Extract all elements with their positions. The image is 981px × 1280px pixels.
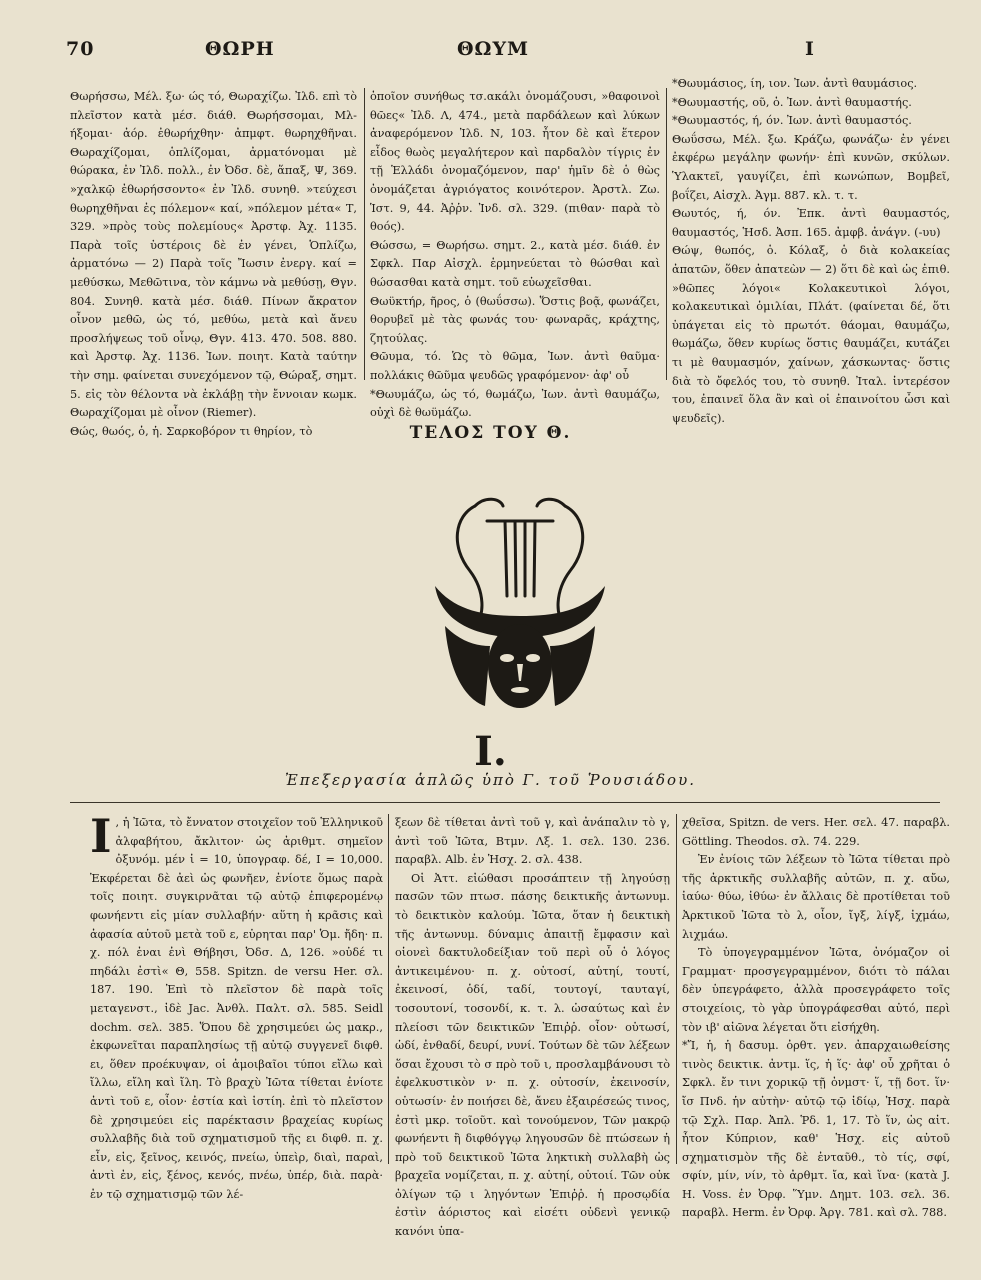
page-number: 70 [66,38,95,60]
end-of-letter-title: ΤΕΛΟΣ ΤΟΥ Θ. [409,423,572,443]
entry: Θωϋκτήρ, ῆρος, ὁ (θωΰσσω). Ὅστις βοᾷ, φωνάζει, θορυβεῖ μὲ τὰς φωνάς του· φωναρᾶς, κράχτης, ζητούλας. [370,294,660,345]
section-rule [70,802,940,803]
entry: Τὸ ὑπογεγραμμένον Ἰῶτα, ὀνόμαζον οἱ Γραμματ· προσγεγραμμένον, διότι τὸ πάλαι δὲν ὑπεγράφετο, ἀλλὰ προσεγράφετο τοῖς στοιχείοις, τὸ γὰρ ὑπογράφεσθαι αὐτό, περὶ τὸν ιβ' αἰῶνα λέγεται ὅτι εἰσήχθη. [682,946,950,1034]
entry: χθεῖσα, Spitzn. de vers. Her. σελ. 47. παραβλ. Göttling. Theodos. σλ. 74. 229. [682,816,950,848]
entry: *Θωυμάσιος, ίη, ιον. Ἰων. ἀντὶ θαυμάσιος. [672,77,918,90]
bottom-column-3 [682,814,950,1223]
section-letter: I. [474,728,507,775]
entry-text: , ἡ Ἰῶτα, τὸ ἔννατον στοιχεῖον τοῦ Ἑλληνικοῦ ἀλφαβήτου, ἄκλιτον· ὡς ἀριθμτ. σημεῖον ὀξυνόμ. μέν ἰ = 10, ὑπογραφ. δέ, I = 10,000. Ἐκφέρεται δὲ ἀεὶ ὡς φωνῆεν, ἐνίοτε ὅμως παρὰ τοῖς ποιητ. συγκιρνᾶται τῷ αὐτῷ ἐπιφερομένῳ φωνήεντι εἰς μίαν συλλαβήν· αὕτη ἡ κρᾶσις καὶ ἀφασία αὐτοῦ μετὰ τοῦ ε, εὑρηται παρ' Ὁμ. ἤδη· π. χ. πόλ ἐναι ἐνὶ Θήβησι, Ὀδσ. Δ, 126. »οὐδέ τι πηδάλι ἐστὶ« Θ, 558. Spitzn. de versu Her. σλ. 187. 190. Ἐπὶ τὸ πλεῖστον δὲ παρὰ τοῖς μεταγενστ., ἰδὲ Jac. Ἀνθλ. Παλτ. σλ. 585. Seidl dochm. σελ. 385. Ὅπου δὲ χρησιμεύει ὡς μακρ., ἐκφωνεῖται παραπλησίως τῇ αὐτῷ συγγενεῖ διφθ. ει, ὅθεν προέκυψαν, οἱ ἀμοιβαῖοι τύποι εἴλω καὶ ἴλλω, εἴλη καὶ ἴλη. Τὸ βραχὺ Ἰῶτα τίθεται ἐνίοτε ἀντὶ τοῦ ε, οἷον· ἐστία καὶ ἱστίη. ἐπὶ τὸ πλεῖστον δὲ χρησιμεύει εἰς παρέκτασιν βραχείας κυρίως συλλαβῆς διὰ τοῦ σχηματισμοῦ τῆς ει διφθ. π. χ. εἶν, εἰς, ξεῖνος, κεινός, πνείω, ὑπεὶρ, διαὶ, παραὶ, ἀντὶ ἐν, εἰς, ξένος, κενός, πνέω, ὑπέρ, διὰ. παρὰ· ἐν τῷ σχηματισμῷ τῶν λέ- [90,816,383,1201]
entry: Οἱ Ἀττ. εἰώθασι προσάπτειν τῇ ληγούσῃ πασῶν τῶν πτωσ. πάσης δεικτικῆς ἀντωνυμ. τὸ δεικτικὸν καλούμ. Ἰῶτα, ὅταν ἡ δεικτικὴ τῆς ἀντωνυμ. δύναμις ἀπαιτῇ ἔμφασιν καὶ οἱονεὶ δακτυλοδείξιαν τοῦ περὶ οὗ ὁ λόγος ἀντικειμένου· π. χ. οὑτοσί, αὑτηί, τουτί, ἐκεινοσί, ὁδί, ταδί, τουτογί, ταυταγί, τοσουτονί, τοσονδί, κ. τ. λ. ὡσαύτως καὶ ἐν πλείοσι τῶν δεικτικῶν Ἐπιῤῥ. οἷον· οὑτωσί, ὡδί, ἐνθαδί, δευρί, νυνί. Τούτων δὲ τῶν λέξεων ὅσαι ἔχουσι τὸ σ πρὸ τοῦ ι, προσλαμβάνουσι τὸ ἐφελκυστικὸν ν· π. χ. οὑτοσίν, ἐκεινοσίν, οὑτωσίν· ἐν ποιήσει δὲ, ἄνευ ἐξαιρέσεώς τινος, ἐστὶ μκρ. τοῖοῦτ. καὶ τονούμενον, Τῶν μακρῷ φωνήεντι ἢ διφθόγγῳ ληγουσῶν δὲ πτώσεων ἡ πρὸ τοῦ δεικτικοῦ Ἰῶτα ληκτικὴ συλλαβὴ ὡς βραχεῖα νομίζεται, π. χ. αὑτηί, οὑτοιί. Τῶν οὐκ ὀλίγων τῷ ι ληγόντων Ἐπιῤῥ. ἡ προσῳδία ἐστὶν ἀόριστος καὶ εἰσέτι οὐδενὶ γενικῷ κανόνι ὑπα- [395,871,670,1239]
entry: Θωρήσσω, Μέλ. ξω· ώς τό, Θωραχίζω. Ἰλδ. επὶ τὸ πλεῖστον κατὰ μέσ. διάθ. Θωρήσσομαι, Μλ-ήξομαι· ἀόρ. ἐθωρήχθην· ἀπμφτ. θωρηχθῆναι. Θωραχίζομαι, ὁπλίζομαι, ἀρματόνομαι μὲ θώρακα, ἐν Ἰλδ. πολλ., ἐν Ὀδσ. δὲ, ἅπαξ, Ψ, 369. »χαλκῷ ἐθωρήσσοντο« ἐν Ἰλδ. συνηθ. »τεύχεσι θωρηχθῆναι ἐς πόλεμον« καί, »πόλεμον μέτα« Τ, 329. »πρὸς τοὺς πολεμίους« Ἀρστφ. Ἀχ. 1135. Παρὰ τοῖς ὑστέροις δὲ ἐν γένει, Ὁπλίζω, ἀρματόνω — 2) Παρὰ τοῖς Ἴωσιν ἐνεργ. καί = μεθύσκω, Μεθῶτινα, τὸν κάμνω νὰ μεθύσῃ, Θγν. 804. Συνηθ. κατὰ μέσ. διάθ. Πίνων ἄκρατον οἶνον μεθῶ, ὡς τό, μεθύω, μετὰ καὶ ἄνευ προσλήψεως τοῦ οἶνῳ, Θγν. 413. 470. 508. 880. καὶ Ἀρστφ. Ἀχ. 1136. Ἰων. ποιητ. Κατὰ ταύτην τὴν σημ. φαίνεται συνεχόμενον τῷ, Θώραξ, σημτ. 5. εἰς τὸν θέλοντα νὰ ἐκλάβῃ τὴν ἔννοιαν κωμκ. Θωραχίζομαι μὲ οἶνον (Riemer). [70,90,357,420]
bottom-column-1 [90,809,383,1204]
entry: Θώψ, θωπός, ὁ. Κόλαξ, ὁ διὰ κολακείας ἀπατῶν, ὅθεν ἀπατεὼν — 2) ὅτι δὲ καὶ ὡς ἐπιθ. »θῶπες λόγοι« Κολακευτικοὶ λόγοι, κολακευτικαὶ ὁμιλίαι, Πλάτ. (φαίνεται δέ, ὅτι ὑπάγεται εἰς τὸ πρωτότ. θάομαι, θαυμάζω, θωμάζω, ὅθεν κυρίως ὅστις θαυμάζει, κυτάζει τι μὲ θαυμασμόν, χαίνων, χάσκωντας· ὅστις διὰ τὸ ὄφελός του, τὸ συνηθ. Ἰταλ. ἰντερέσον του, ἐπαινεῖ ὅλα ἂν καὶ οἱ ἐπαινοίτου ὦσι καὶ ψευδεῖς). [672,244,950,425]
entry: *Θωυμάζω, ὡς τό, θωμάζω, Ἰων. ἀντὶ θαυμάζω, οὐχὶ δὲ θωϋμάζω. [370,387,660,420]
entry: ὁποῖον συνήθως τσ.ακάλι ὀνομάζουσι, »θαφοινοὶ θῶες« Ἰλδ. Λ, 474., μετὰ παρδάλεων καὶ λύκων ἀναφερόμενον Ἰλδ. Ν, 103. ἦτον δὲ καὶ ἕτερον εἶδος θωὸς μεγαλήτερον καὶ παρδαλὸν τίγρις ἐν τῇ Ἑλλάδι ὀνομαζόμενον, παρ' ἡμῖν δὲ ὁ θὼς ὀνομάζεται ἀγριόγατος κοινότερον. Ἀρστλ. Ζω. Ἱστ. 9, 44. Ἀῤῥν. Ἰνδ. σλ. 329. (πιθαν· παρὰ τὸ θοός). [370,90,660,234]
top-column-1 [70,88,357,441]
column-divider [364,88,365,380]
drop-cap: I [90,809,112,863]
entry: Θῶυμα, τό. Ὡς τὸ θῶμα, Ἰων. ἀντὶ θαῦμα· πολλάκις θῶῦμα ψευδῶς γραφόμενον· ἀφ' οὗ [370,350,660,382]
section-subtitle: Ἐπεξεργασία ἁπλῶς ὑπὸ Γ. τοῦ Ῥουσιάδου. [285,771,696,789]
entry: Θώς, θωός, ὁ, ἡ. Σαρκοβόρον τι θηρίον, τὸ [70,424,313,438]
entry: Θώσσω, = Θωρήσω. σημτ. 2., κατὰ μέσ. διάθ. ἐν Σφκλ. Παρ Αἰσχλ. ἑρμηνεύεται τὸ θώσθαι καὶ θώσασθαι κατὰ σημτ. τοῦ εὐωχεῖσθαι. [370,238,660,289]
column-divider [666,88,667,380]
entry: *Ἴ, ἡ, ἡ δασυμ. ὀρθτ. γεν. ἀπαρχαιωθείσης τινὸς δεικτικ. ἀντμ. ἵς, ἡ ἵς· ἀφ' οὗ χρῆται ὁ Σφκλ. ἔν τινι χορικῷ τῇ ὀνμστ· ἵ, τῇ δοτ. ἵν· ἴσ Πνδ. ἡν αὐτὴν· αὐτῷ τῷ ἰδίῳ, Ἡσχ. παρὰ τῷ Σχλ. Παρ. Ἀπλ. Ῥδ. 1, 17. Τὸ ἵν, ὡς αἰτ. ἦτον Κύπριον, καθ' Ἡσχ. εἰς αὐτοῦ σχηματισμὸν τῆς δὲ ἐνταῦθ., τὸ τίς, σφί, σφίν, μίν, νίν, τὸ ἀρθμτ. ἴα, καὶ ἵνα· (κατὰ J. H. Voss. ἐν Ὀρφ. Ὕμν. Δημτ. 103. σελ. 36. παραβλ. Herm. ἐν Ὀρφ. Ἀργ. 781. καὶ σλ. 788. [682,1039,950,1220]
entry [90,809,383,1204]
top-column-3 [672,75,950,428]
entry: Θωΰσσω, Μέλ. ξω. Κράζω, φωνάζω· ἐν γένει ἐκφέρω μεγάλην φωνήν· ἐπὶ κυνῶν, σκύλων. Ὑλακτεῖ, γαυγίζει, ἐπὶ κωνώπων, Βομβεῖ, βοΐζει, Αἰσχλ. Ἀγμ. 887. κλ. τ. τ. [672,132,950,202]
center-running-head: ΘΩΥΜ [457,38,530,60]
entry: Θωυτός, ή, όν. Ἐπκ. ἀντὶ θαυμαστός, θαυμαστός, Ἡσδ. Ἀσπ. 165. ἀμφβ. ἀνάγν. (-υυ) [672,207,950,239]
column-divider [676,814,677,1164]
left-running-head: ΘΩΡΗ [205,38,275,60]
top-column-2 [370,88,660,423]
entry: *Θωυμαστής, οῦ, ὁ. Ἰων. ἀντὶ θαυμαστής. [672,95,912,109]
lyre-mask-ornament-icon [415,476,625,716]
entry: *Θωυμαστός, ή, όν. Ἰων. ἀντὶ θαυμαστός. [672,114,912,128]
entry: ξεων δὲ τίθεται ἀντὶ τοῦ γ, καὶ ἀνάπαλιν τὸ γ, ἀντὶ τοῦ Ἰῶτα, Βτμν. Λξ. 1. σελ. 130. 236. παραβλ. Alb. ἐν Ἡσχ. 2. σλ. 438. [395,816,670,867]
entry: Ἐν ἐνίοις τῶν λέξεων τὸ Ἰῶτα τίθεται πρὸ τῆς ἀρκτικῆς συλλαβῆς αὐτῶν, π. χ. αὔω, ἰαύω· θύω, ἰθύω· ἐν ἄλλαις δὲ προτίθεται τοῦ Ἀρκτικοῦ Ἰῶτα τὸ λ, οἷον, ἴγξ, λίγξ, ἰχμάω, λιχμάω. [682,853,950,941]
bottom-column-2 [395,814,670,1242]
right-mark: I [805,38,815,60]
column-divider [388,814,389,1164]
